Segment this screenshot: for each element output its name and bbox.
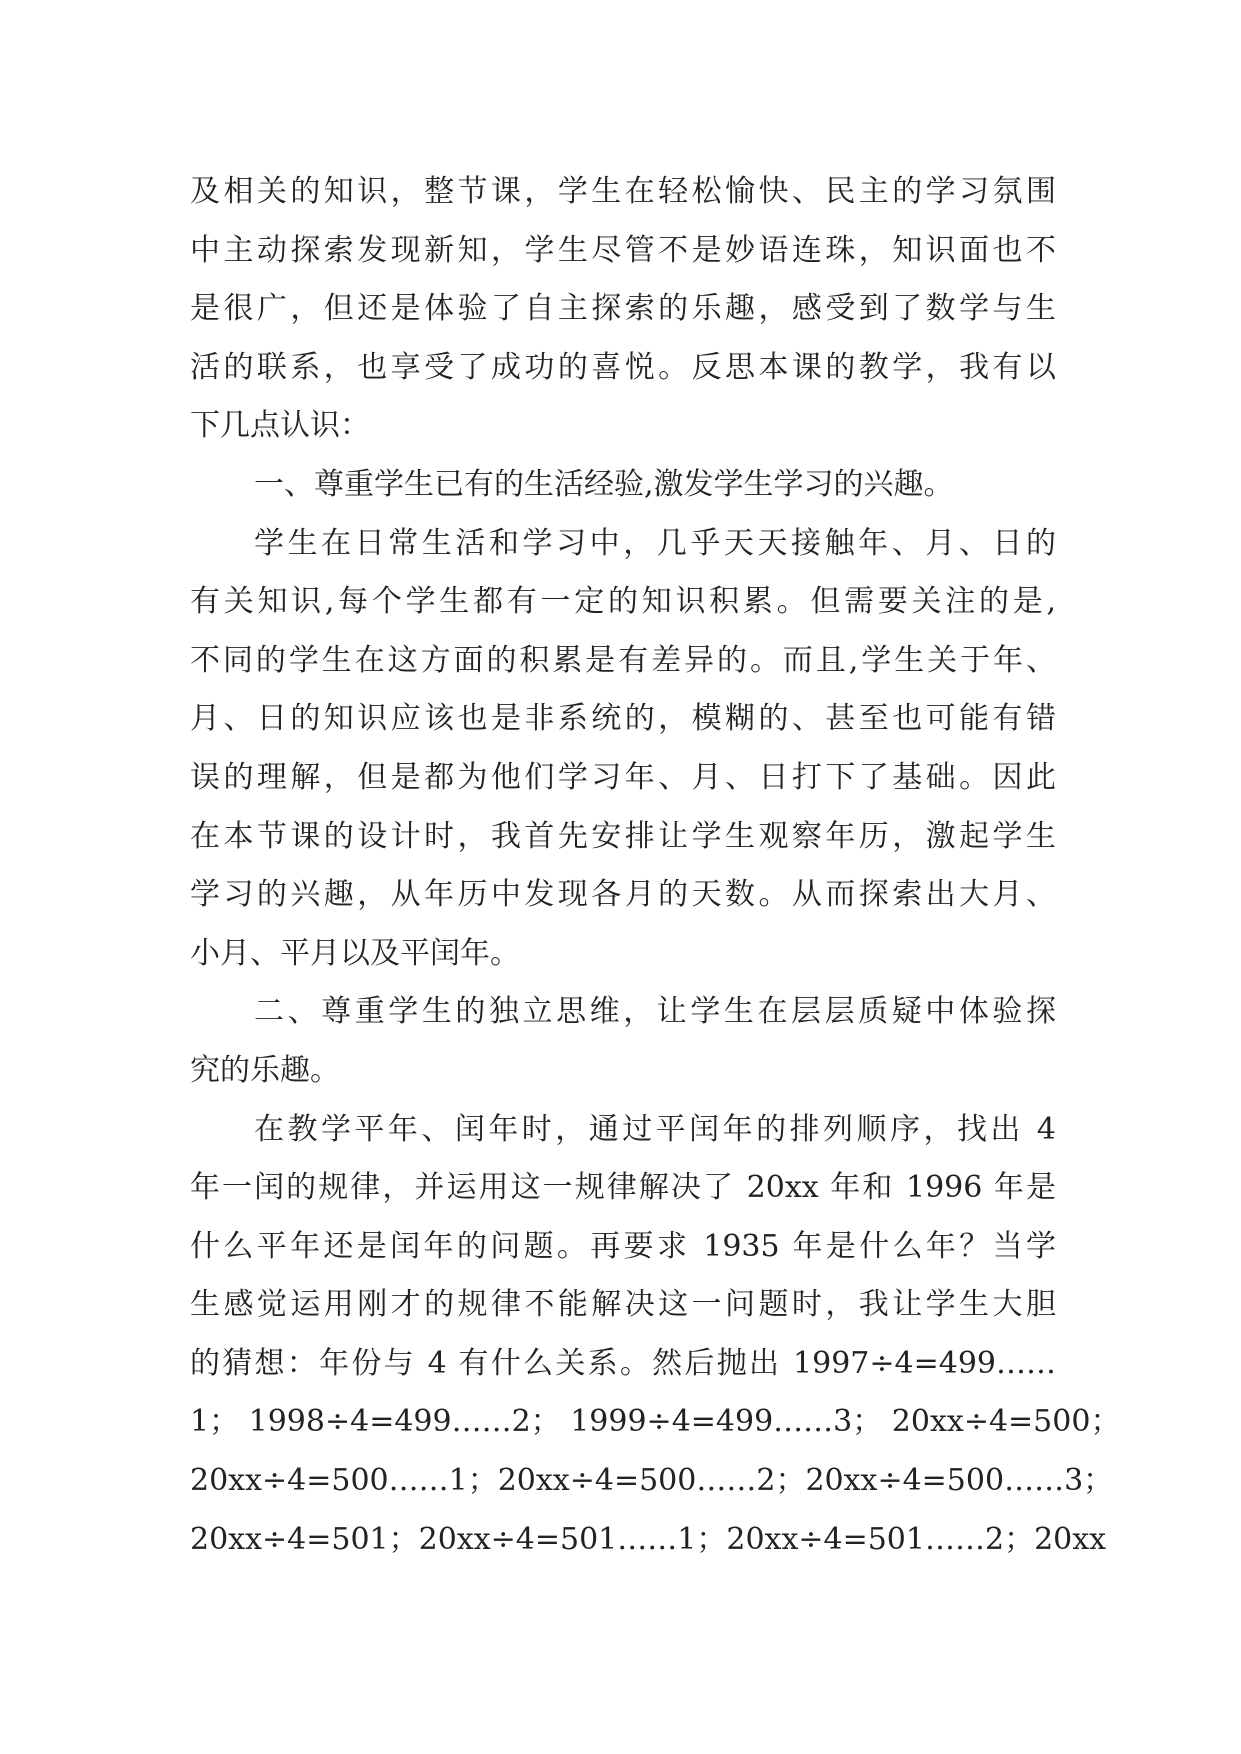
text-line: 学生在日常生活和学习中，几乎天天接触年、月、日的 (254, 525, 1056, 561)
text-line: 究的乐趣。 (190, 1052, 340, 1088)
text-line: 什么平年还是闰年的问题。再要求 1935 年是什么年？当学 (190, 1228, 1056, 1264)
text-line: 活的联系，也享受了成功的喜悦。反思本课的教学，我有以 (190, 349, 1056, 385)
text-line: 中主动探索发现新知，学生尽管不是妙语连珠，知识面也不 (190, 232, 1056, 268)
text-line: 月、日的知识应该也是非系统的，模糊的、甚至也可能有错 (190, 701, 1056, 737)
text-line: 在教学平年、闰年时，通过平闰年的排列顺序，找出 4 (254, 1111, 1056, 1147)
text-line: 1； 1998÷4=499……2； 1999÷4=499……3； 20xx÷4=500； (190, 1404, 1121, 1440)
text-line: 不同的学生在这方面的积累是有差异的。而且,学生关于年、 (190, 642, 1056, 678)
text-line: 学习的兴趣，从年历中发现各月的天数。从而探索出大月、 (190, 877, 1056, 913)
text-line: 及相关的知识，整节课，学生在轻松愉快、民主的学习氛围 (190, 174, 1056, 209)
text-line: 20xx÷4=500……1；20xx÷4=500……2；20xx÷4=500……3； (190, 1463, 1114, 1499)
text-line: 有关知识,每个学生都有一定的知识积累。但需要关注的是, (190, 584, 1056, 620)
text-line: 误的理解，但是都为他们学习年、月、日打下了基础。因此 (190, 759, 1056, 795)
text-line: 年一闰的规律，并运用这一规律解决了 20xx 年和 1996 年是 (190, 1170, 1056, 1206)
text-line: 20xx÷4=501；20xx÷4=501……1；20xx÷4=501……2；20xx (190, 1521, 1107, 1557)
text-line: 小月、平月以及平闰年。 (190, 935, 520, 971)
text-line: 二、尊重学生的独立思维，让学生在层层质疑中体验探 (254, 994, 1056, 1030)
text-line: 的猜想：年份与 4 有什么关系。然后抛出 1997÷4=499…… (190, 1345, 1056, 1381)
text-line: 下几点认识： (190, 408, 370, 444)
text-line: 生感觉运用刚才的规律不能解决这一问题时，我让学生大胆 (190, 1287, 1056, 1323)
text-line: 一、尊重学生已有的生活经验,激发学生学习的兴趣。 (254, 466, 954, 502)
text-line: 是很广，但还是体验了自主探索的乐趣，感受到了数学与生 (190, 291, 1056, 327)
document-body (190, 163, 1121, 1569)
text-line: 在本节课的设计时，我首先安排让学生观察年历，激起学生 (190, 818, 1056, 854)
